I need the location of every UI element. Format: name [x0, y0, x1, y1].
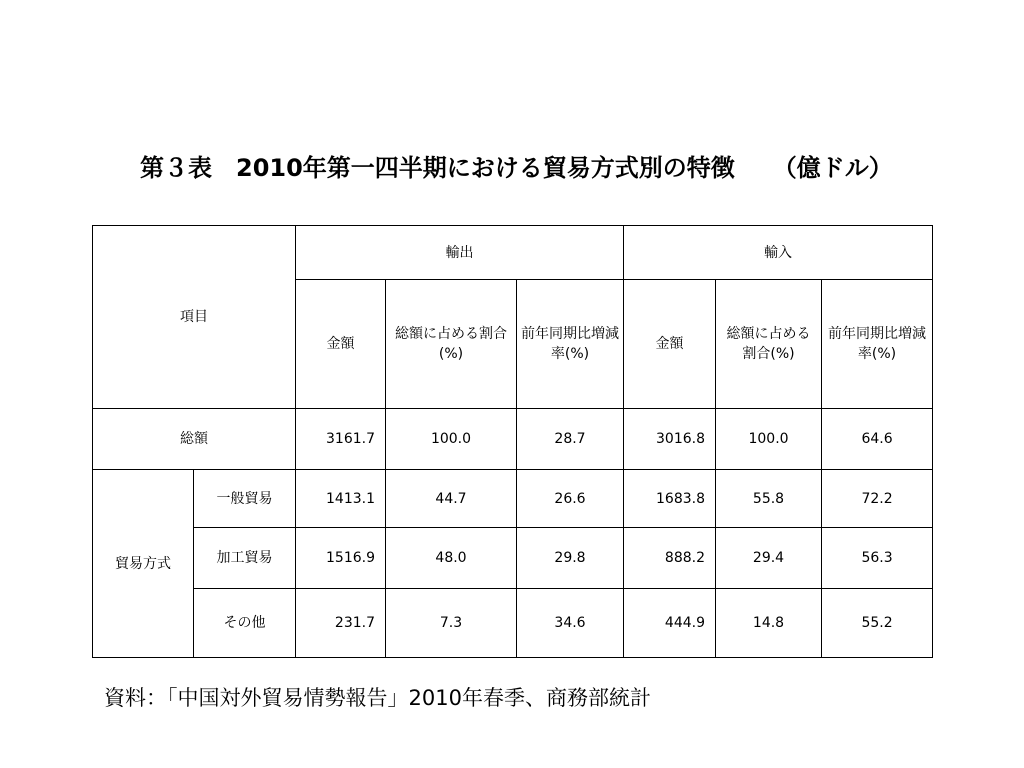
import-share-header: 総額に占める割合(%)	[716, 280, 822, 409]
total-import-yoy: 64.6	[822, 409, 933, 470]
import-share: 14.8	[716, 589, 822, 658]
export-amount: 231.7	[296, 589, 386, 658]
total-import-share: 100.0	[716, 409, 822, 470]
export-share: 48.0	[386, 528, 517, 589]
export-share: 7.3	[386, 589, 517, 658]
export-share-header: 総額に占める割合(%)	[386, 280, 517, 409]
title-main: 第３表 2010年第一四半期における貿易方式別の特徴	[140, 154, 735, 182]
total-export-share: 100.0	[386, 409, 517, 470]
row-label: 一般貿易	[194, 470, 296, 528]
import-yoy-header: 前年同期比増減率(%)	[822, 280, 933, 409]
group-label: 貿易方式	[93, 470, 194, 658]
export-share: 44.7	[386, 470, 517, 528]
export-amount: 1413.1	[296, 470, 386, 528]
import-amount: 1683.8	[624, 470, 716, 528]
import-share: 29.4	[716, 528, 822, 589]
import-yoy: 55.2	[822, 589, 933, 658]
import-yoy: 56.3	[822, 528, 933, 589]
table-row	[93, 589, 933, 658]
total-export-amount: 3161.7	[296, 409, 386, 470]
table-row	[93, 528, 933, 589]
import-amount: 444.9	[624, 589, 716, 658]
export-amount: 1516.9	[296, 528, 386, 589]
import-amount-header: 金額	[624, 280, 716, 409]
item-header: 項目	[93, 226, 296, 409]
total-import-amount: 3016.8	[624, 409, 716, 470]
export-yoy: 26.6	[517, 470, 624, 528]
table-row-total	[93, 409, 933, 470]
export-yoy: 29.8	[517, 528, 624, 589]
total-export-yoy: 28.7	[517, 409, 624, 470]
import-yoy: 72.2	[822, 470, 933, 528]
source-note: 資料：「中国対外貿易情勢報告」2010年春季、商務部統計	[104, 686, 651, 710]
import-amount: 888.2	[624, 528, 716, 589]
table-row	[93, 470, 933, 528]
row-label: 加工貿易	[194, 528, 296, 589]
row-label: その他	[194, 589, 296, 658]
total-label: 総額	[93, 409, 296, 470]
export-yoy: 34.6	[517, 589, 624, 658]
header-row-1	[93, 226, 933, 280]
title-unit: （億ドル）	[772, 154, 893, 182]
page-title	[140, 148, 893, 183]
trade-table	[92, 225, 933, 658]
import-share: 55.8	[716, 470, 822, 528]
export-header: 輸出	[296, 226, 624, 280]
import-header: 輸入	[624, 226, 933, 280]
export-amount-header: 金額	[296, 280, 386, 409]
export-yoy-header: 前年同期比増減率(%)	[517, 280, 624, 409]
